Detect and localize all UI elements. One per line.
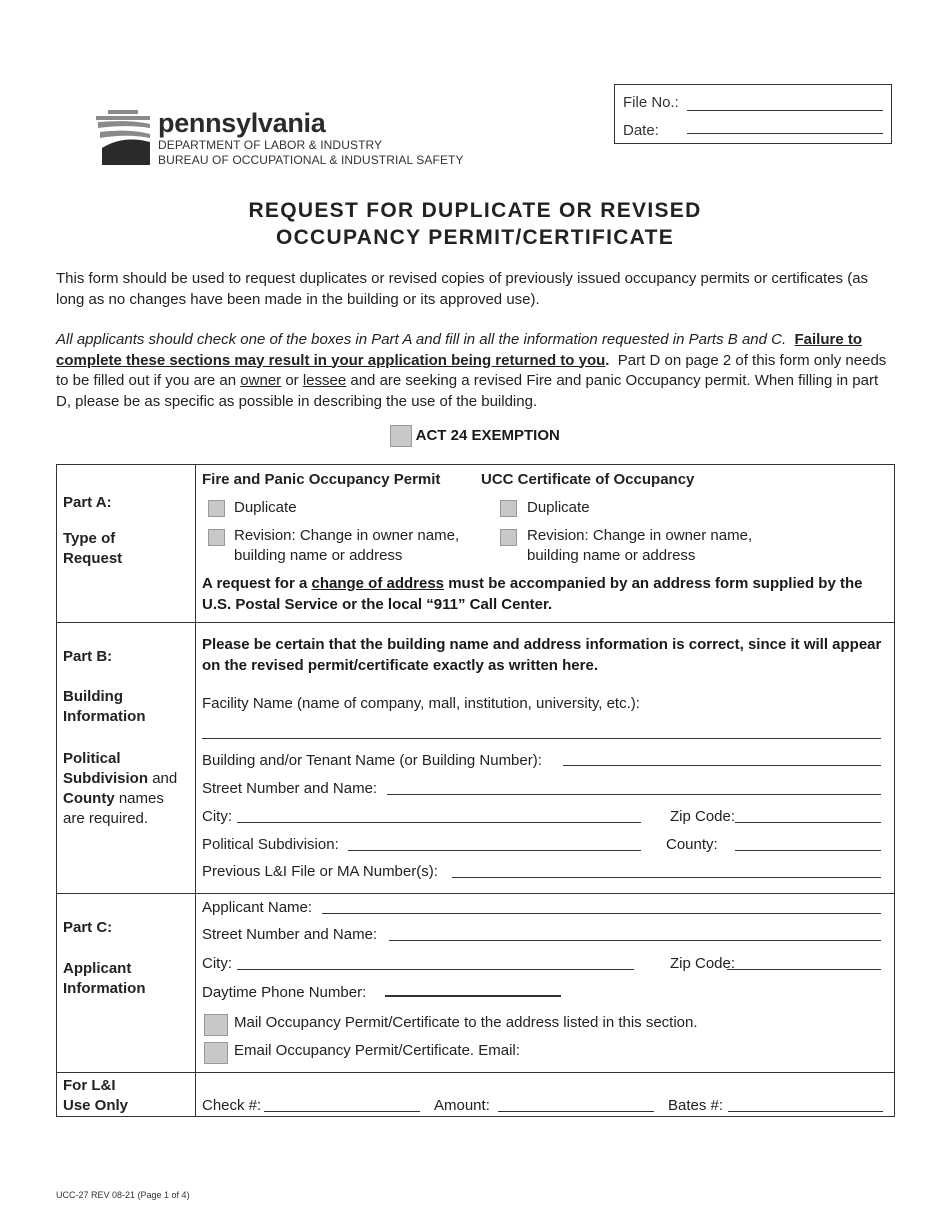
building-name-field[interactable] bbox=[563, 765, 881, 766]
mail-checkbox[interactable] bbox=[204, 1014, 228, 1036]
part-c-label: Part C: bbox=[63, 919, 113, 936]
b-street-label: Street Number and Name: bbox=[202, 780, 378, 797]
ucc-duplicate-checkbox[interactable] bbox=[500, 500, 517, 517]
date-field[interactable] bbox=[687, 133, 883, 134]
part-c-subtitle: Applicant Information bbox=[63, 960, 146, 997]
amount-field[interactable] bbox=[498, 1111, 654, 1112]
act24-checkbox[interactable] bbox=[390, 425, 412, 447]
ucc-revision-checkbox[interactable] bbox=[500, 529, 517, 546]
political-subdivision-field[interactable] bbox=[348, 850, 641, 851]
b-zip-field[interactable] bbox=[735, 822, 881, 823]
b-city-field[interactable] bbox=[237, 822, 641, 823]
intro-paragraph: This form should be used to request duplicates or revised copies of previously issued occupancy permits or certificates (as long as no changes have been made in the building or its approved use). bbox=[56, 270, 869, 308]
building-name-label: Building and/or Tenant Name (or Building Number): bbox=[202, 752, 542, 769]
check-number-label: Check #: bbox=[202, 1097, 262, 1114]
c-zip-label: Zip Code: bbox=[670, 955, 736, 972]
instructions-paragraph: All applicants should check one of the boxes in Part A and fill in all the information requested in Parts B and C. Failure to complete these sections may result in your application being returned to you. Part D on page 2 of this form only needs to be filled out if you are an owner or lessee and are seeking a revised Fire and panic Occupancy permit. When filling in part D, please be as specific as possible in describing the use of the building. bbox=[56, 331, 887, 410]
c-zip-field[interactable] bbox=[727, 969, 881, 970]
file-info-box bbox=[614, 84, 892, 144]
fire-duplicate-checkbox[interactable] bbox=[208, 500, 225, 517]
page-title: REQUEST FOR DUPLICATE OR REVISED OCCUPANCY PERMIT/CERTIFICATE bbox=[248, 199, 702, 249]
c-city-field[interactable] bbox=[237, 969, 634, 970]
b-zip-label: Zip Code: bbox=[670, 808, 736, 825]
bates-number-label: Bates #: bbox=[668, 1097, 724, 1114]
b-street-field[interactable] bbox=[387, 794, 881, 795]
file-no-label: File No.: bbox=[623, 94, 679, 111]
date-label: Date: bbox=[623, 122, 659, 139]
ucc-revision-label: Revision: Change in owner name, building name or address bbox=[527, 527, 753, 564]
phone-label: Daytime Phone Number: bbox=[202, 984, 367, 1001]
part-b-subtitle: Building Information bbox=[63, 688, 146, 725]
form-table bbox=[56, 464, 895, 1117]
c-street-field[interactable] bbox=[389, 940, 881, 941]
phone-field[interactable] bbox=[385, 995, 561, 997]
part-b-requirement-note: Political Subdivision and County names are required. bbox=[63, 750, 178, 827]
fire-revision-label: Revision: Change in owner name, building name or address bbox=[234, 527, 460, 564]
mail-label: Mail Occupancy Permit/Certificate to the address listed in this section. bbox=[234, 1014, 698, 1031]
building-info-warning: Please be certain that the building name and address information is correct, since it will appear on the revised permit/certificate exactly as written here. bbox=[202, 636, 882, 674]
fire-panic-header: Fire and Panic Occupancy Permit bbox=[202, 471, 441, 488]
part-a-subtitle: Type of Request bbox=[63, 530, 123, 567]
ucc-duplicate-label: Duplicate bbox=[527, 499, 590, 516]
fire-revision-checkbox[interactable] bbox=[208, 529, 225, 546]
part-b-label: Part B: bbox=[63, 648, 113, 665]
previous-file-field[interactable] bbox=[452, 877, 881, 878]
ucc-header: UCC Certificate of Occupancy bbox=[481, 471, 695, 488]
act24-exemption bbox=[390, 425, 560, 447]
amount-label: Amount: bbox=[434, 1097, 490, 1114]
act24-label: ACT 24 EXEMPTION bbox=[415, 426, 560, 444]
bates-number-field[interactable] bbox=[728, 1111, 883, 1112]
fire-duplicate-label: Duplicate bbox=[234, 499, 297, 516]
applicant-name-label: Applicant Name: bbox=[202, 899, 313, 916]
change-of-address-note: A request for a change of address must be accompanied by an address form supplied by the U.S. Postal Service or the local “911” Call Center. bbox=[202, 575, 863, 613]
email-label: Email Occupancy Permit/Certificate. Email: bbox=[234, 1042, 520, 1059]
brand-name: pennsylvania bbox=[158, 108, 326, 138]
previous-file-label: Previous L&I File or MA Number(s): bbox=[202, 863, 438, 880]
facility-name-label: Facility Name (name of company, mall, institution, university, etc.): bbox=[202, 695, 640, 712]
county-field[interactable] bbox=[735, 850, 881, 851]
form-footer: UCC-27 REV 08-21 (Page 1 of 4) bbox=[56, 1190, 190, 1200]
check-number-field[interactable] bbox=[264, 1111, 420, 1112]
department-name: DEPARTMENT OF LABOR & INDUSTRY BUREAU OF OCCUPATIONAL & INDUSTRIAL SAFETY bbox=[158, 138, 464, 167]
c-street-label: Street Number and Name: bbox=[202, 926, 378, 943]
part-a-label: Part A: bbox=[63, 494, 112, 511]
keystone-logo-icon bbox=[94, 108, 152, 166]
email-checkbox[interactable] bbox=[204, 1042, 228, 1064]
office-use-label: For L&I Use Only bbox=[63, 1077, 129, 1114]
file-no-field[interactable] bbox=[687, 110, 883, 111]
pa-logo bbox=[94, 108, 494, 170]
applicant-name-field[interactable] bbox=[322, 913, 881, 914]
political-subdivision-label: Political Subdivision: bbox=[202, 836, 339, 853]
county-label: County: bbox=[666, 836, 718, 853]
b-city-label: City: bbox=[202, 808, 232, 825]
c-city-label: City: bbox=[202, 955, 232, 972]
facility-name-field[interactable] bbox=[202, 738, 881, 739]
